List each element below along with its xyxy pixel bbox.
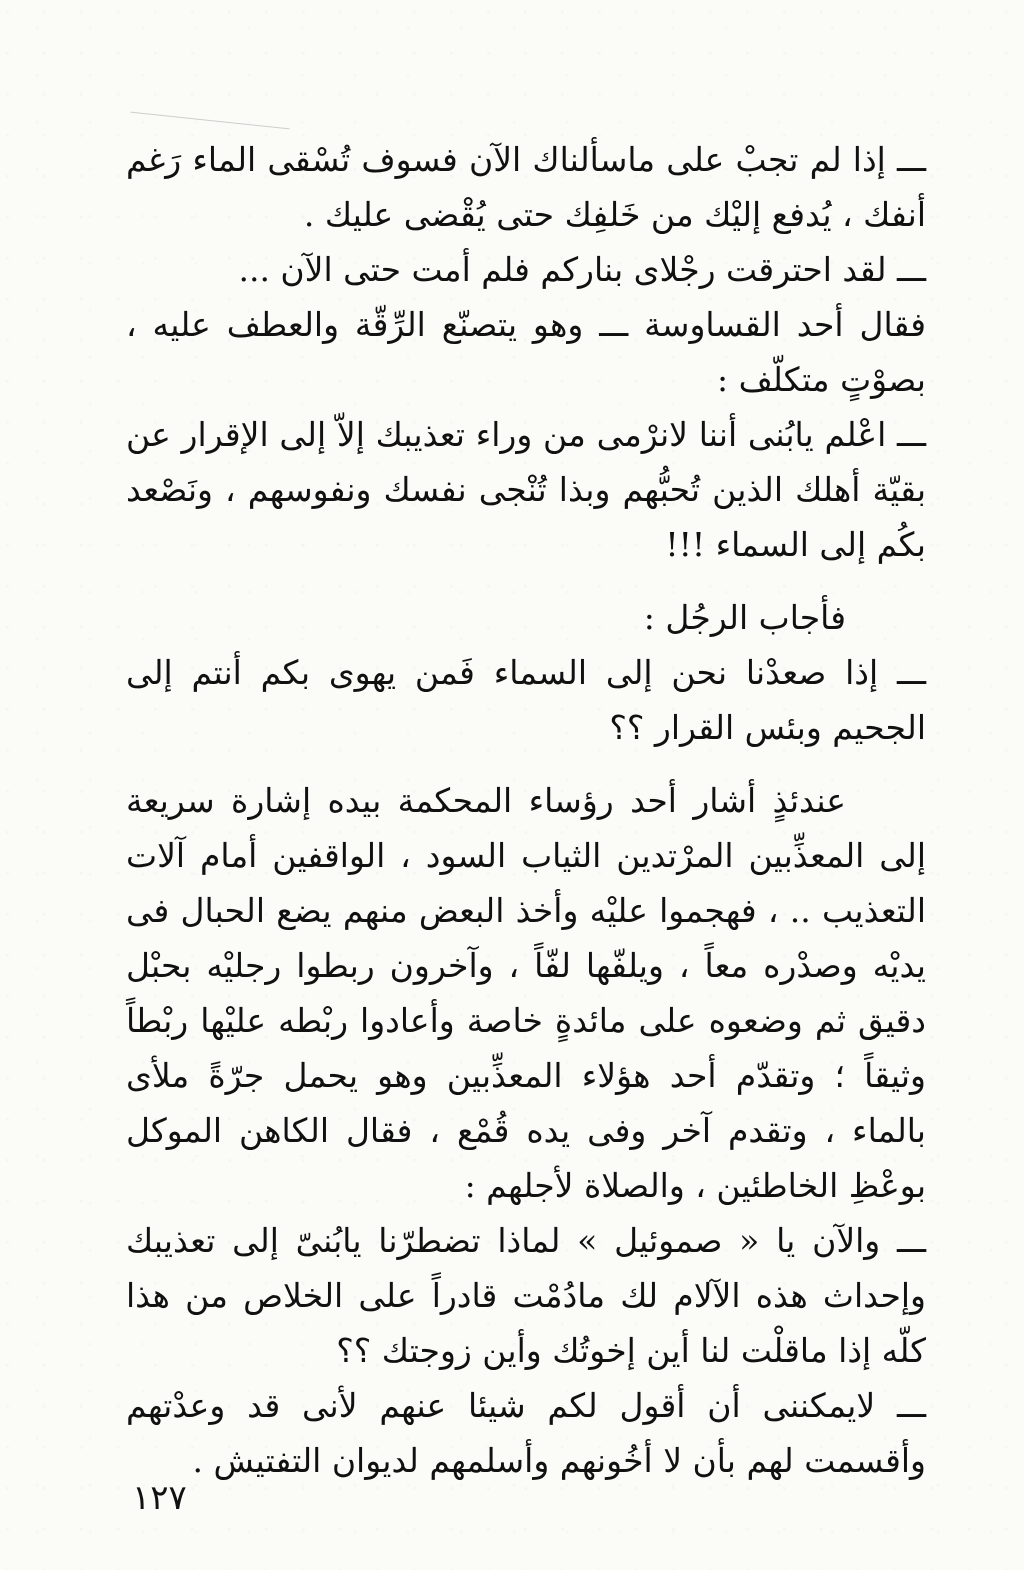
paragraph-threat: ـــ إذا لم تجبْ على ماسألناك الآن فسوف تُسْقى الماء رَغم أنفك ، يُدفع إليْك من خَلفِك حتى يُقْضى عليك .: [126, 140, 926, 234]
page-body-text: [126, 132, 926, 1488]
paragraph-reply-burned: ـــ لقد احترقت رجْلاى بناركم فلم أمت حتى الآن ...: [238, 250, 926, 289]
paragraph-priest-question: ـــ والآن يا « صموئيل » لماذا تضطرّنا يابُنىّ إلى تعذيبك وإحداث هذه الآلام لك مادُمْت قادراً على الخلاص من هذا كلّه إذا ماقلْت لنا أين إخوتُك وأين زوجتك ؟؟: [126, 1221, 926, 1370]
page-number: ١٢٧: [132, 1478, 187, 1518]
paragraph-man-refuses: ـــ لايمكننى أن أقول لكم شيئا عنهم لأنى قد وعدْتهم وأقسمت لهم بأن لا أخُونهم وأسلمهم لديوان التفتيش .: [126, 1386, 926, 1480]
scan-artifact-line: [130, 112, 289, 130]
paragraph-man-answers: فأجاب الرجُل :: [643, 598, 846, 637]
paragraph-torture-narration: عندئذٍ أشار أحد رؤساء المحكمة بيده إشارة سريعة إلى المعذِّبين المرْتدين الثياب السود ، الواقفين أمام آلات التعذيب .. ، فهجموا عليْه وأخذ البعض منهم يضع الحبال فى يديْه وصدْره معاً ، ويلفّها لفّاً ، وآخرون ربطوا رجليْه بحبْل دقيق ثم وضعوه على مائدةٍ خاصة وأعادوا ربْطه عليْها ربْطاً وثيقاً ؛ وتقدّم أحد هؤلاء المعذِّبين وهو يحمل جرّةً ملأى بالماء ، وتقدم آخر وفى يده قُمْع ، فقال الكاهن الموكل بوعْظِ الخاطئين ، والصلاة لأجلهم :: [126, 781, 926, 1205]
paragraph-man-reply: ـــ إذا صعدْنا نحن إلى السماء فَمن يهوى بكم أنتم إلى الجحيم وبئس القرار ؟؟: [126, 653, 926, 747]
paragraph-priest-speech: ـــ اعْلم يابُنى أننا لانرْمى من وراء تعذيبك إلاّ إلى الإقرار عن بقيّة أهلك الذين تُحبُّهم وبذا تُنْجى نفسك ونفوسهم ، ونَصْعد بكُم إلى السماء !!!: [126, 415, 926, 564]
paragraph-priest-speaks: فقال أحد القساوسة ـــ وهو يتصنّع الرِّقّة والعطف عليه ، بصوْتٍ متكلّف :: [126, 305, 926, 399]
